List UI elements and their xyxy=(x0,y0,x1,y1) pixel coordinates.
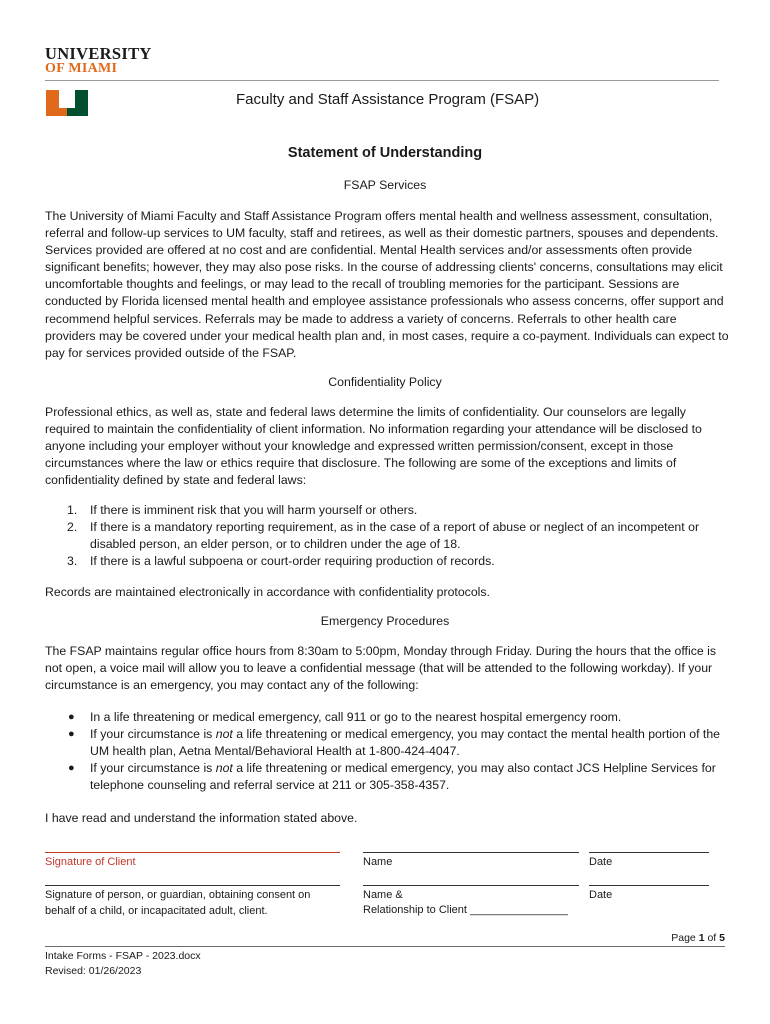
bullet-text: In a life threatening or medical emergency, call 911 or go to the nearest hospital emergency room. xyxy=(90,710,622,724)
list-number: 3. xyxy=(67,554,78,569)
page-word: Page xyxy=(671,932,696,944)
page-number xyxy=(600,932,725,944)
client-date-line[interactable] xyxy=(589,852,709,853)
services-heading: FSAP Services xyxy=(343,178,427,192)
acknowledgement-text: I have read and understand the information stated above. xyxy=(45,811,358,825)
footer-filename: Intake Forms - FSAP - 2023.docx xyxy=(45,950,201,962)
client-date-label: Date xyxy=(589,856,613,868)
records-note: Records are maintained electronically in accordance with confidentiality protocols. xyxy=(45,585,490,599)
bullet-icon: ● xyxy=(68,762,75,775)
bullet-icon: ● xyxy=(68,711,75,723)
name-relationship-label-1: Name & xyxy=(363,889,403,901)
list-item xyxy=(45,726,730,760)
bullet-text-pre: If your circumstance is xyxy=(90,761,216,776)
guardian-name-line[interactable] xyxy=(363,885,579,886)
program-title: Faculty and Staff Assistance Program (FSAP) xyxy=(236,91,540,108)
guardian-date-line[interactable] xyxy=(589,885,709,886)
page-total: 5 xyxy=(719,932,725,944)
document-title: Statement of Understanding xyxy=(287,145,483,161)
list-item xyxy=(45,553,730,570)
emergency-contacts-list xyxy=(45,709,730,794)
list-item xyxy=(45,519,730,553)
list-number: 1. xyxy=(67,503,78,517)
services-paragraph: The University of Miami Faculty and Staff Assistance Program offers mental health and wellness assessment, consultation, referral and follow-up services to UM faculty, staff and retirees, as well as their domestic partners, spouses and dependents. Services provided are offered at no cost and are confidential. Mental Health services and/or assessments often provide significant benefits; however, they may also pose risks. In the course of addressing clients' concerns, consultations may elicit uncomfortable thoughts and feelings, or may lead to the recall of troubling memories for the participant. Sessions are conducted by Florida licensed mental health and employee assistance professionals who assess concerns, offer support and recommend helpful services. Referrals may be made to address a variety of concerns. Referrals to other health care providers may be covered under your medical health plan and, in most cases, require a co-payment. Individuals can expect to pay for services provided outside of the FSAP. xyxy=(45,209,729,360)
bullet-text-post: a life threatening or medical emergency, you may also contact JCS Helpline Services for telephone counseling and referral service at 211 or 305-358-4357. xyxy=(90,761,716,793)
list-item xyxy=(45,760,730,794)
guardian-signature-label: Signature of person, or guardian, obtaining consent on behalf of a child, or incapacitated adult, client. xyxy=(45,889,311,917)
list-item-text: If there is imminent risk that you will harm yourself or others. xyxy=(90,503,418,517)
list-item-text: If there is a mandatory reporting requirement, as in the case of a report of abuse or neglect of an incompetent or disabled person, an elder person, or to children under the age of 18. xyxy=(90,520,700,552)
university-u-logo-icon xyxy=(45,89,89,117)
confidentiality-paragraph: Professional ethics, as well as, state and federal laws determine the limits of confidentiality. Our counselors are legally required to maintain the confidentiality of client information. No information regarding your attendance will be disclosed to anyone including your employer without your knowledge and expressed written permission/consent, except in those circumstances where the law or ethics require that disclosure. The following are some of the exceptions and limits of confidentiality defined by state and federal laws: xyxy=(45,405,702,488)
guardian-date-label: Date xyxy=(589,889,613,901)
client-signature-line[interactable] xyxy=(45,852,340,853)
emergency-heading: Emergency Procedures xyxy=(320,614,450,628)
client-name-label: Name xyxy=(363,856,393,868)
list-item xyxy=(45,502,730,519)
page-of: of xyxy=(707,932,717,944)
logo-university: UNIVERSITY xyxy=(45,44,152,63)
emergency-paragraph: The FSAP maintains regular office hours from 8:30am to 5:00pm, Monday through Friday. During the hours that the office is not open, a voice mail will allow you to leave a confidential message (that will be attended to the following workday). If your circumstance is an emergency, you may contact any of the following: xyxy=(45,644,716,693)
guardian-signature-line[interactable] xyxy=(45,885,340,886)
header-divider xyxy=(45,80,719,81)
logo-of-miami: OF MIAMI xyxy=(45,61,118,76)
name-relationship-label-2: Relationship to Client ________________ xyxy=(363,904,568,916)
list-item xyxy=(45,709,730,726)
bullet-icon: ● xyxy=(68,728,75,741)
bullet-text-post: a life threatening or medical emergency, you may contact the mental health portion of the UM health plan, Aetna Mental/Behavioral Health at 1-800-424-4047. xyxy=(90,727,720,759)
exceptions-list xyxy=(45,502,730,570)
footer-divider xyxy=(45,946,725,947)
list-item-text: If there is a lawful subpoena or court-order requiring production of records. xyxy=(90,554,495,569)
client-name-line[interactable] xyxy=(363,852,579,853)
footer-revised: Revised: 01/26/2023 xyxy=(45,965,142,977)
list-number: 2. xyxy=(67,520,78,535)
confidentiality-heading: Confidentiality Policy xyxy=(328,375,442,389)
client-signature-label: Signature of Client xyxy=(45,856,136,868)
bullet-text-pre: If your circumstance is xyxy=(90,727,216,742)
bullet-text-emphasis: not xyxy=(215,761,233,776)
page-current: 1 xyxy=(698,932,705,944)
bullet-text-emphasis: not xyxy=(215,727,233,742)
